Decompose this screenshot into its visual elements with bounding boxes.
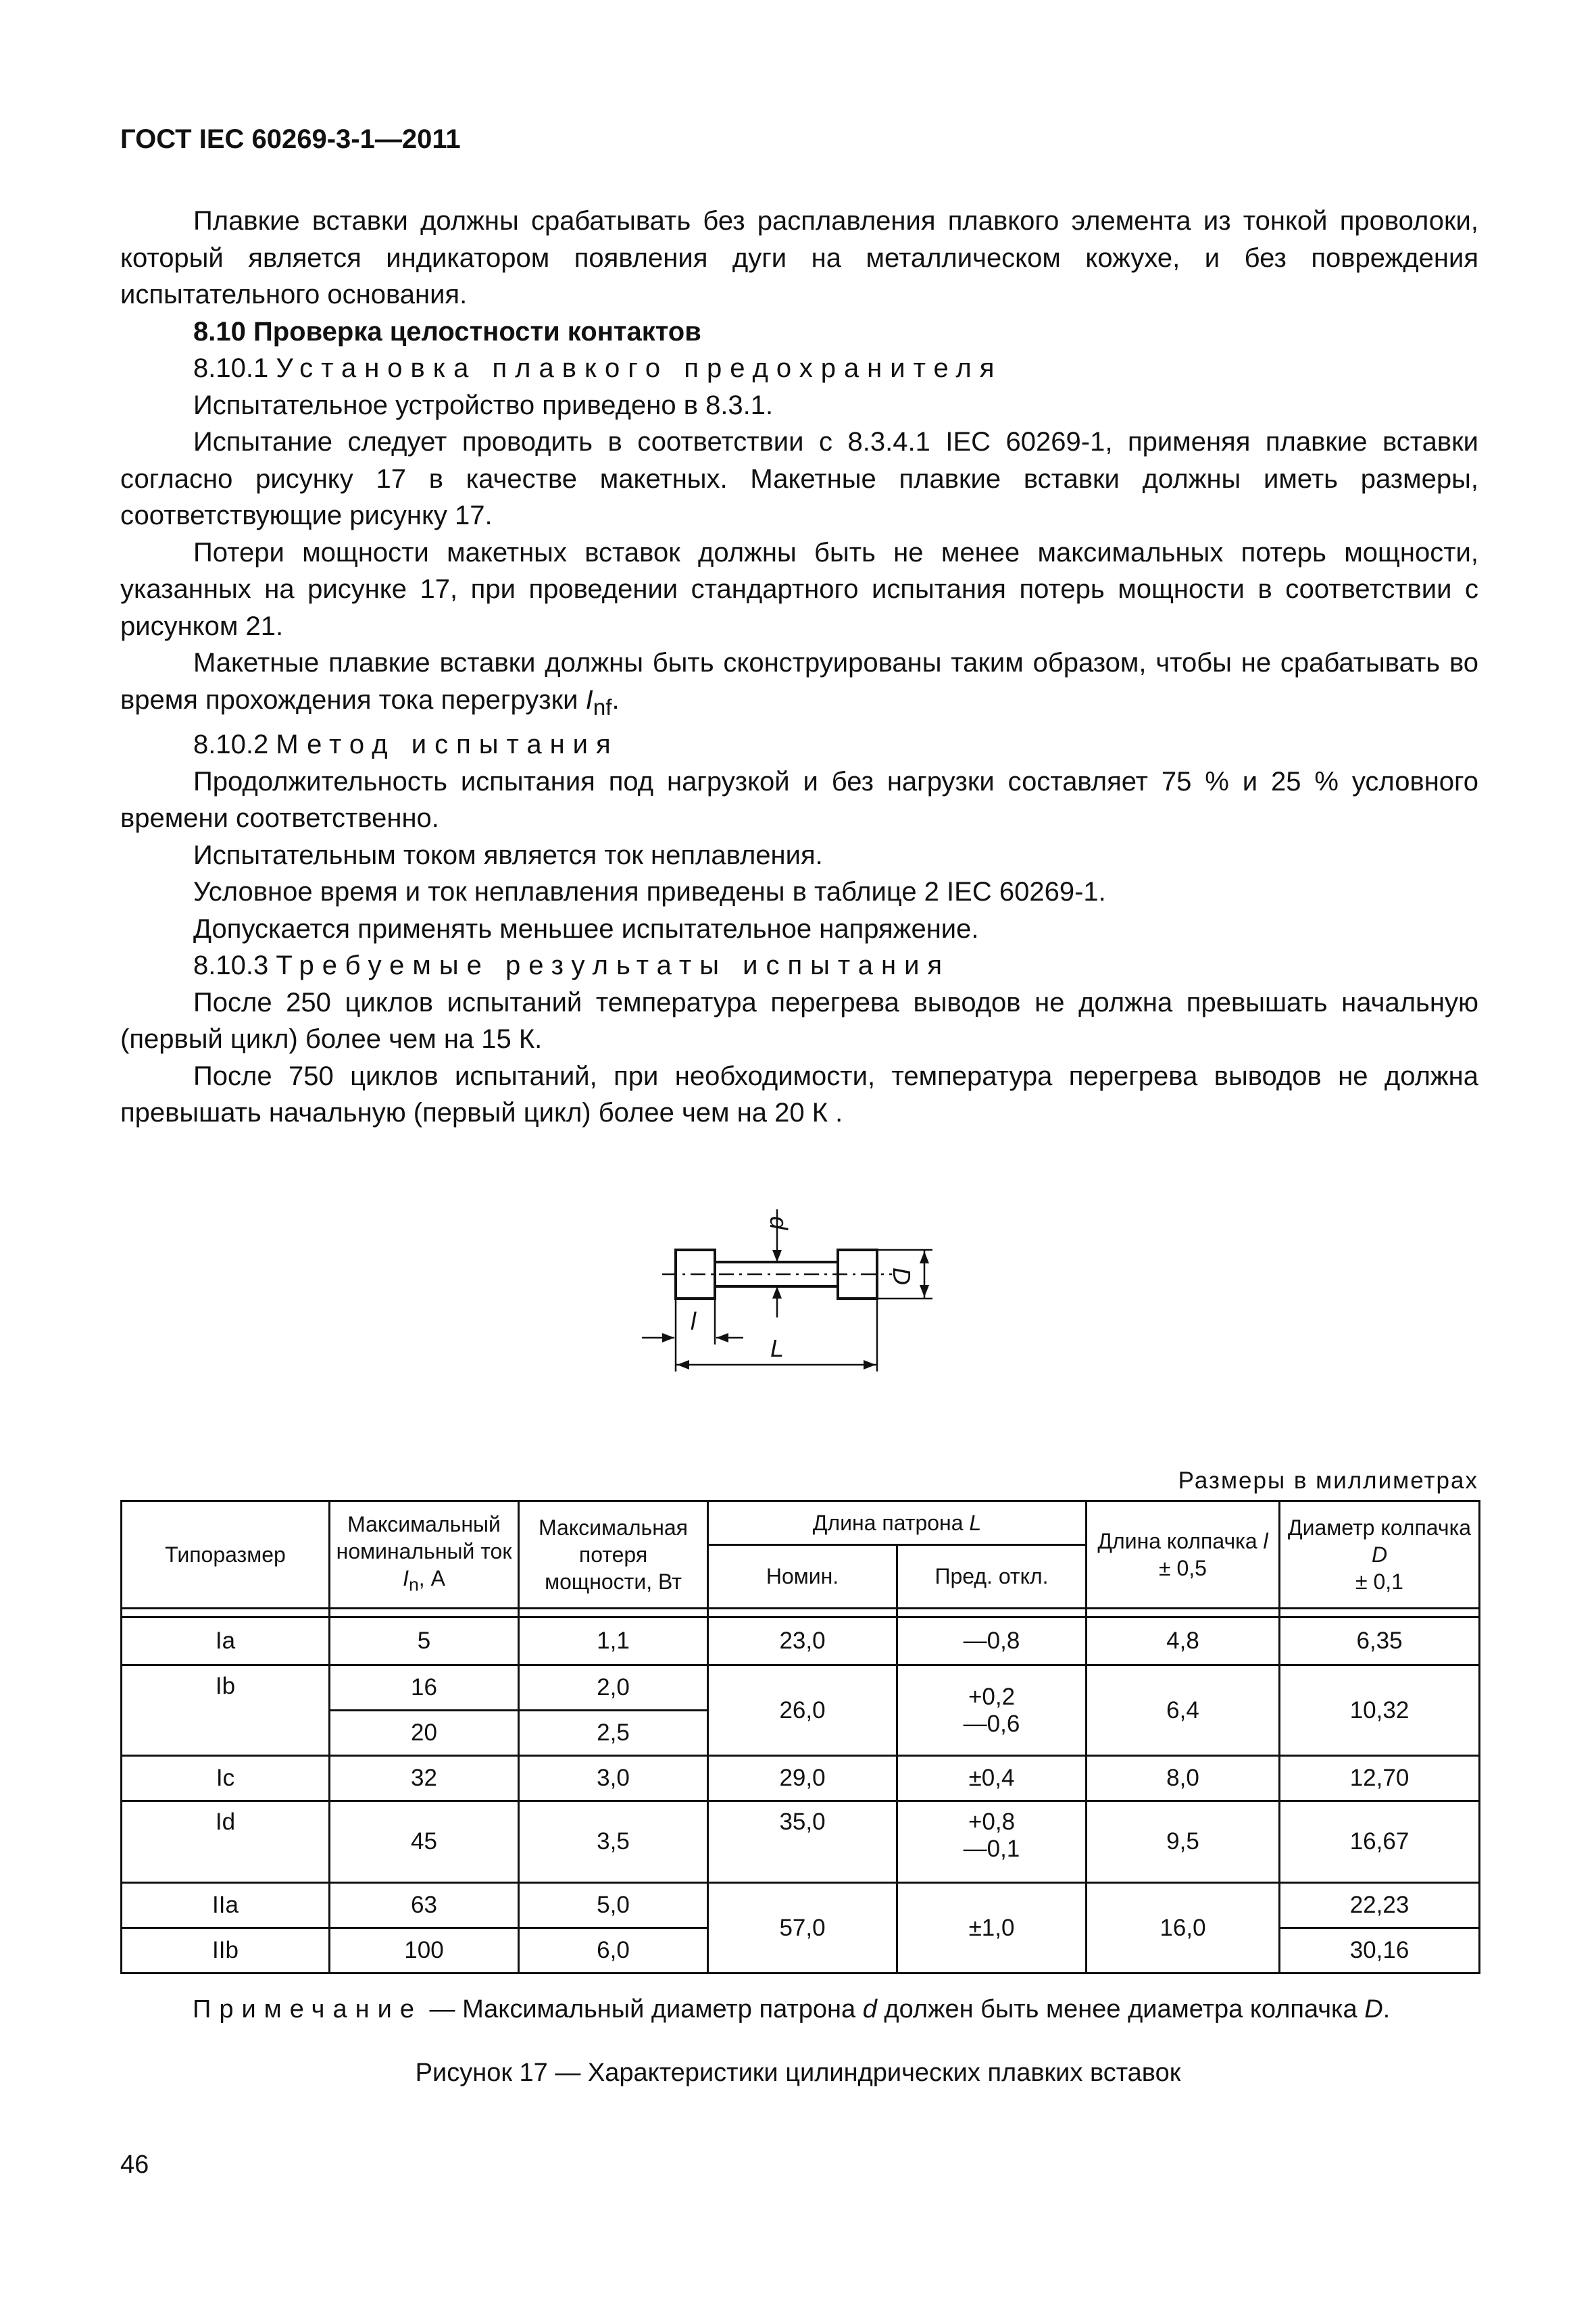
subsection-number: 8.10.3 — [193, 951, 269, 980]
subsection-heading-8-10-1 — [120, 350, 1478, 387]
table-row: Ia 5 1,1 23,0 —0,8 4,8 6,35 — [122, 1617, 1480, 1665]
paragraph: Продолжительность испытания под нагрузкой и без нагрузки составляет 75 % и 25 % условного времени соответственно. — [120, 766, 1478, 833]
subsection-number: 8.10.1 — [193, 353, 269, 383]
subsection-heading-8-10-2 — [120, 726, 1478, 763]
header-power-loss: Максимальная потеря мощности, Вт — [519, 1501, 708, 1609]
paragraph: Испытательное устройство приведено в 8.3.1. — [193, 390, 774, 420]
paragraph: Испытательным током является ток неплавления. — [193, 840, 823, 870]
header-cap-length: Длина колпачка l ± 0,5 — [1087, 1501, 1280, 1609]
arrowhead — [677, 1360, 689, 1369]
arrowhead — [920, 1285, 929, 1297]
subsection-number: 8.10.2 — [193, 730, 269, 759]
paragraph — [120, 645, 1478, 726]
paragraph: Потери мощности макетных вставок должны быть не менее максимальных потерь мощности, указанных на рисунке 17, при проведении стандартного испытания потерь мощности в соответствии с рисунком 21. — [120, 537, 1478, 641]
subsection-title: Метод испытания — [276, 730, 619, 759]
text-run: . — [612, 684, 620, 715]
paragraph: Допускается применять меньшее испытательное напряжение. — [193, 913, 979, 944]
header-cap-diameter: Диаметр колпачка D ± 0,1 — [1280, 1501, 1480, 1609]
fuse-dimensions-table — [120, 1500, 1480, 1974]
header-type: Типоразмер — [122, 1501, 330, 1609]
header-cartridge-length: Длина патрона L — [708, 1501, 1087, 1545]
units-note: Размеры в миллиметрах — [1178, 1467, 1478, 1494]
note-label: Примечание — [193, 1995, 422, 2023]
figure-note: Примечание — Максимальный диаметр патрона d должен быть менее диаметра колпачка D. — [193, 1995, 1391, 2023]
header-nominal: Номин. — [708, 1544, 897, 1608]
subscript: nf — [593, 695, 612, 720]
table-row: 20 2,5 — [122, 1711, 1480, 1756]
arrowhead — [864, 1360, 876, 1369]
paragraph: После 750 циклов испытаний, при необходимости, температура перегрева выводов не должна превышать начальную (первый цикл) более чем на 20 К . — [120, 1061, 1478, 1128]
label-L: L — [770, 1334, 784, 1362]
arrowhead — [772, 1286, 782, 1299]
subsection-title: Требуемые результаты испытания — [276, 951, 951, 980]
paragraph: Плавкие вставки должны срабатывать без расплавления плавкого элемента из тонкой проволоки, который является индикатором появления дуги на металлическом кожухе, и без повреждения испытательного основания. — [120, 206, 1478, 309]
arrowhead — [662, 1333, 674, 1342]
label-D: D — [888, 1267, 916, 1285]
section-heading-8-10: 8.10 Проверка целостности контактов — [193, 316, 701, 347]
arrowhead — [772, 1250, 782, 1262]
text-run: Макетные плавкие вставки должны быть сконструированы таким образом, чтобы не срабатывать во время прохождения тока перегрузки — [120, 648, 1478, 715]
paragraph: Испытание следует проводить в соответствии с 8.3.4.1 IEC 60269-1, применяя плавкие вставки согласно рисунку 17 в качестве макетных. Макетные плавкие вставки должны иметь размеры, соответствующие рисунку 17. — [120, 427, 1478, 530]
subsection-heading-8-10-3 — [120, 947, 1478, 984]
fuse-dimension-drawing — [635, 1203, 946, 1392]
label-l: l — [691, 1307, 696, 1335]
symbol-i: I — [585, 684, 593, 715]
page-number: 46 — [120, 2150, 149, 2179]
header-rated-current: Максимальный номинальный ток $I_n$, А — [330, 1501, 519, 1609]
table-row: Ic 32 3,0 29,0 ±0,4 8,0 12,70 — [122, 1756, 1480, 1801]
header-deviation: Пред. откл. — [897, 1544, 1087, 1608]
figure-caption: Рисунок 17 — Характеристики цилиндрических плавких вставок — [415, 2059, 1181, 2087]
document-header: ГОСТ IEC 60269-3-1—2011 — [120, 124, 461, 154]
table-row: Id 45 3,5 35,0 +0,8 —0,1 9,5 16,67 — [122, 1801, 1480, 1883]
table-row: Ib 16 2,0 26,0 +0,2 —0,6 6,4 10,32 — [122, 1665, 1480, 1711]
body-text — [120, 203, 1478, 1132]
label-d: d — [765, 1216, 793, 1230]
arrowhead — [716, 1333, 728, 1342]
table-row: IIb 100 6,0 30,16 — [122, 1928, 1480, 1973]
table-row: IIa 63 5,0 57,0 ±1,0 16,0 22,23 — [122, 1883, 1480, 1928]
subsection-title: Установка плавкого предохранителя — [276, 353, 1003, 383]
arrowhead — [920, 1251, 929, 1263]
paragraph: После 250 циклов испытаний температура перегрева выводов не должна превышать начальную (первый цикл) более чем на 15 К. — [120, 987, 1478, 1054]
paragraph: Условное время и ток неплавления приведены в таблице 2 IEC 60269-1. — [193, 877, 1106, 907]
